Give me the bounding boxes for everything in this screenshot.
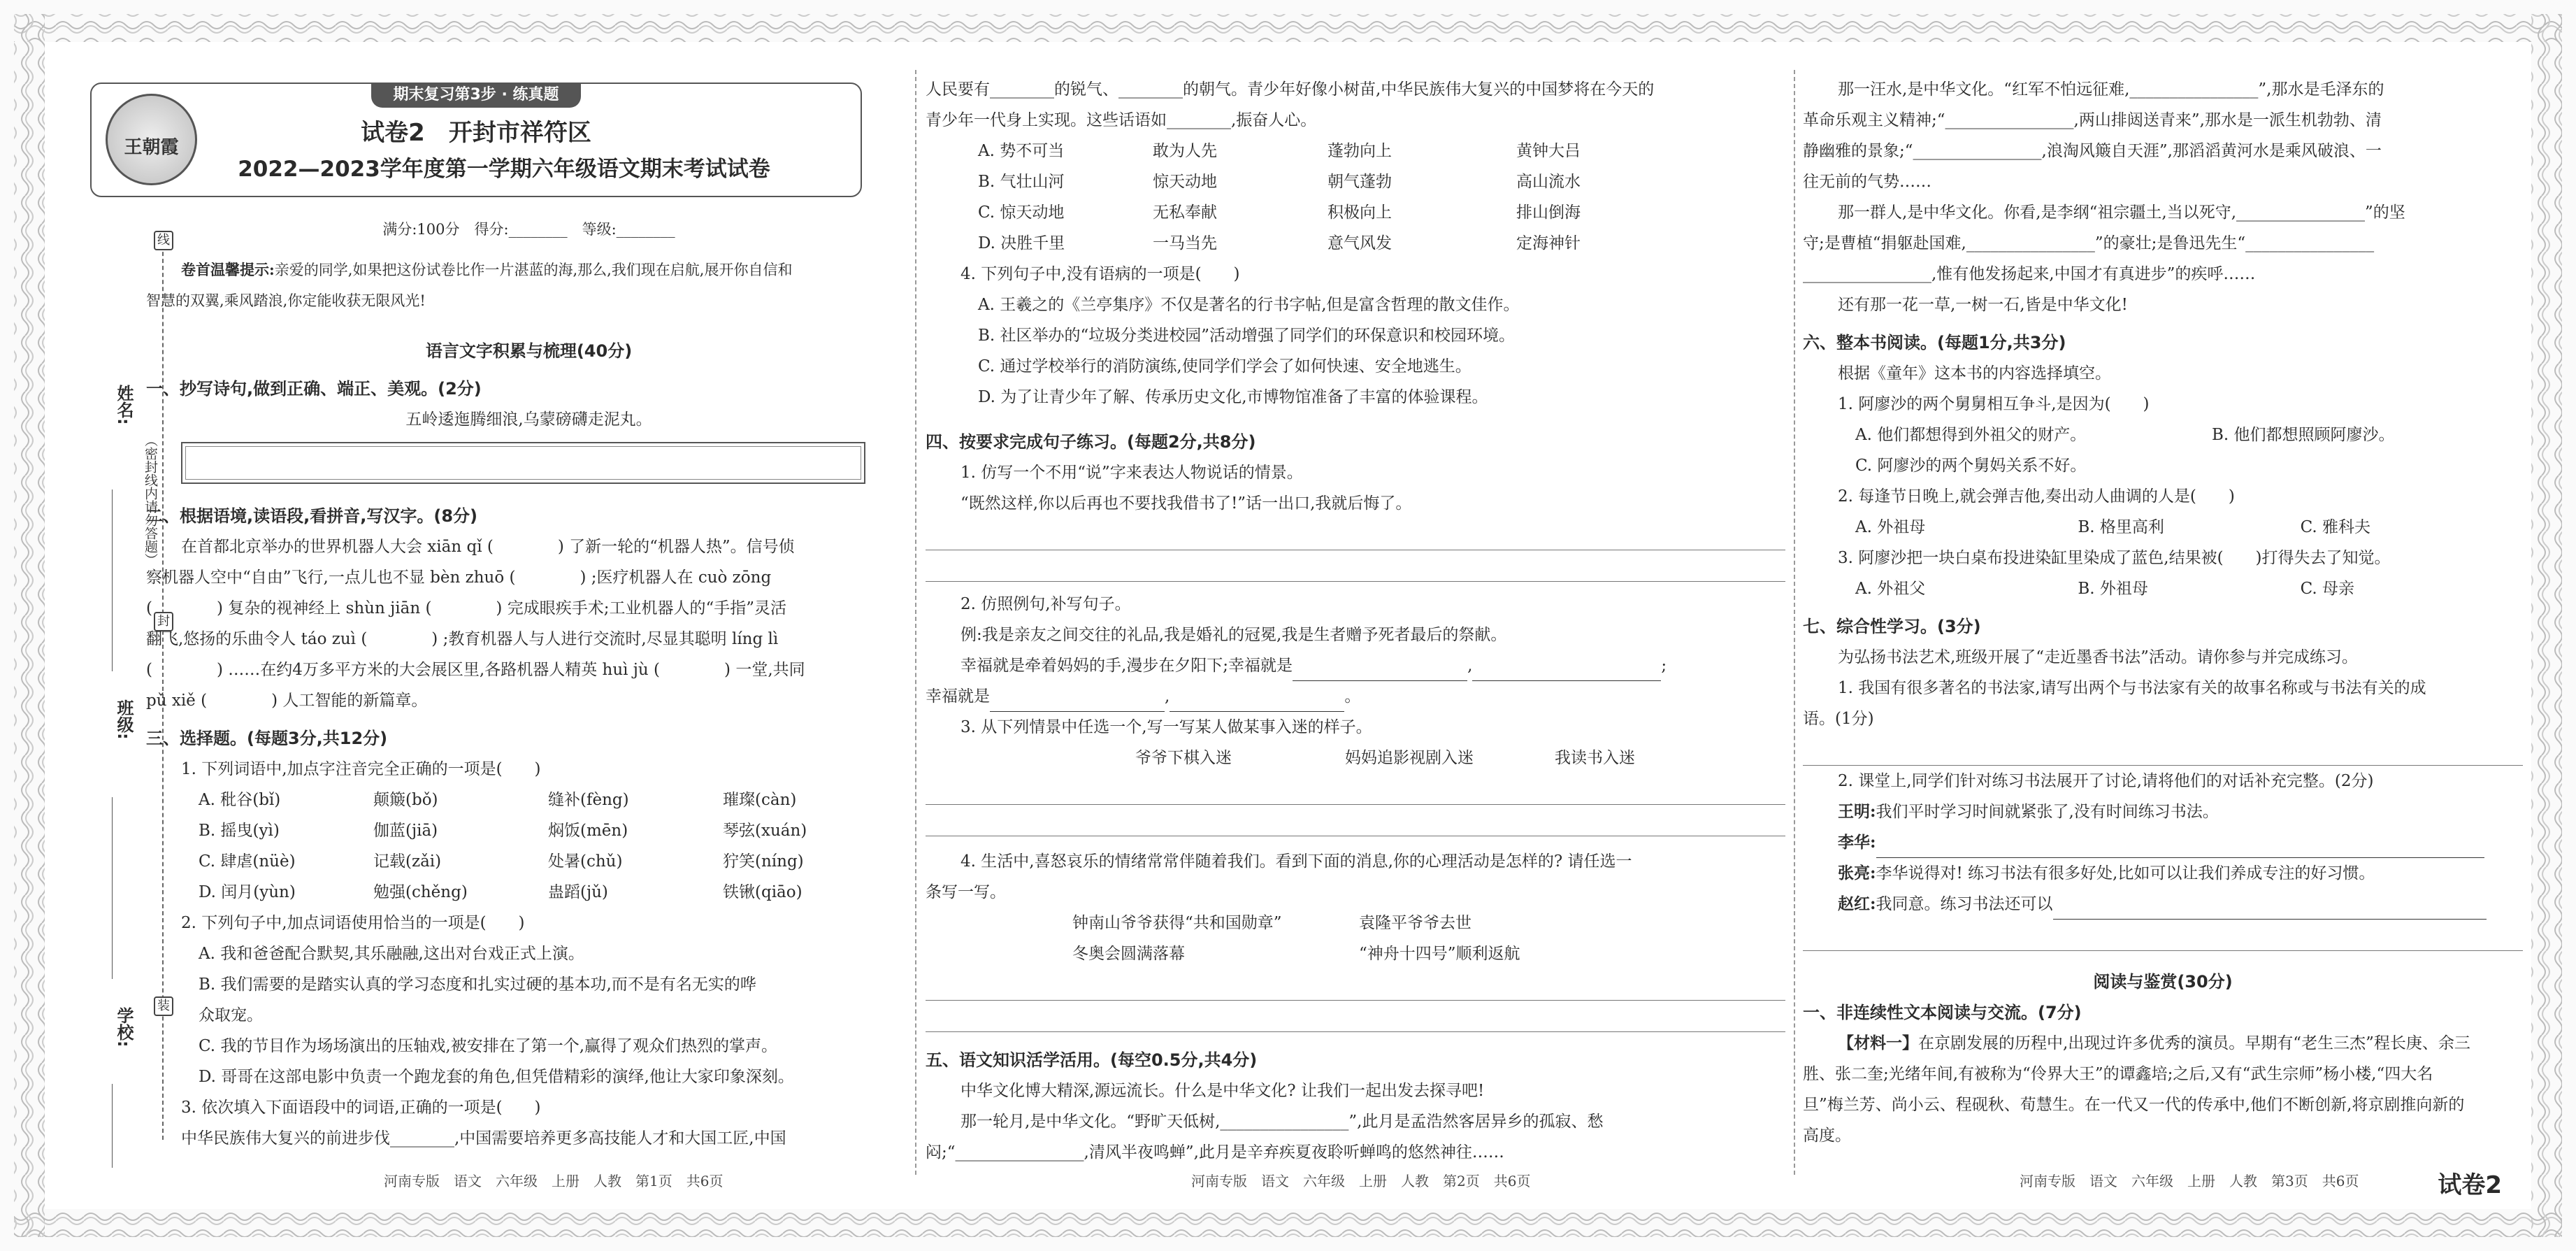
- zhaohong-answer-blank[interactable]: [2053, 898, 2487, 920]
- no-answer-note: （密封线内请勿答题）: [143, 434, 158, 566]
- q3-3-option-item: D. 决胜千里: [978, 234, 1065, 252]
- q4-2-blank[interactable]: [990, 690, 1165, 712]
- q3-1-option-item: 伽蓝(jiā): [373, 822, 438, 840]
- q3-1-option-item: 焖饭(mēn): [548, 822, 628, 840]
- seal-mark-bind: 装: [154, 996, 173, 1016]
- q3-3-option-item: 朝气蓬勃: [1327, 173, 1392, 191]
- speaker-wangming: 王明:: [1838, 802, 1876, 821]
- q2-line: ( ) 复杂的视神经上 shùn jiān ( ) 完成眼疾手术;工业机器人的“手指”灵活: [146, 599, 786, 617]
- q4-3-answer-line[interactable]: [926, 773, 1785, 805]
- q3-1-option-item: 勉强(chěng): [373, 883, 468, 901]
- q3-1-option-item: B. 摇曳(yì): [199, 822, 280, 840]
- column-page-3: [1803, 42, 2523, 1209]
- column-divider: [915, 70, 916, 1175]
- q3-1-option-item: D. 闰月(yùn): [199, 883, 296, 901]
- q3-3-option-item: A. 势不可当: [978, 142, 1065, 160]
- q7-2-stem: 2. 课堂上,同学们针对练习书法展开了讨论,请将他们的对话补充完整。(2分): [1838, 772, 2374, 790]
- q2-title: 二、根据语境,读语段,看拼音,写汉字。(8分): [146, 506, 477, 526]
- q5-line: 中华文化博大精深,源远流长。什么是中华文化? 让我们一起出发去探寻吧!: [960, 1082, 1485, 1100]
- q6-1-option-c[interactable]: C. 阿廖沙的两个舅妈关系不好。: [1855, 457, 2087, 475]
- q3-1-options: [146, 785, 912, 908]
- page-footer-3: 河南专版 语文 六年级 上册 人教 第3页 共6页: [2020, 1173, 2359, 1189]
- q6-1-options: [1803, 420, 2523, 450]
- q3-3-option-item: 意气风发: [1327, 234, 1392, 252]
- q4-3-scenario[interactable]: 妈妈追影视剧入迷: [1345, 749, 1474, 767]
- q4-2-prompt-2: 幸福就是: [926, 687, 990, 706]
- q5-line: 还有那一花一草,一树一石,皆是中华文化!: [1838, 296, 2128, 314]
- q5-line: 革命乐观主义精神;“________________,两山排闼送青来”,那水是一派生机勃勃、清: [1803, 111, 2382, 129]
- q4-3-answer-line[interactable]: [926, 805, 1785, 836]
- material-text: 旦”梅兰芳、尚小云、程砚秋、荀慧生。在一代又一代的传承中,他们不断创新,将京剧推向新的: [1803, 1096, 2465, 1114]
- q4-1-stem: 1. 仿写一个不用“说”字来表达人物说话的情景。: [960, 464, 1303, 482]
- q3-1-option-item: 璀璨(càn): [723, 791, 797, 809]
- q4-1-example: “既然这样,你以后再也不要找我借书了!”话一出口,我就后悔了。: [960, 494, 1412, 513]
- q2-line: pǔ xiě ( ) 人工智能的新篇章。: [146, 692, 428, 710]
- q2-line: 察机器人空中“自由”飞行,一点儿也不显 bèn zhuō ( ) ;医疗机器人在 cuò zōng: [146, 569, 772, 587]
- part-title-2: 阅读与鉴赏(30分): [2093, 972, 2233, 992]
- q4-2-blank[interactable]: [1170, 690, 1344, 712]
- seal-mark-seal: 封: [154, 612, 173, 631]
- q6-1-option-a[interactable]: A. 他们都想得到外祖父的财产。: [1855, 426, 2087, 444]
- q3-3-passage: 人民要有________的锐气、________的朝气。青少年好像小树苗,中华民族伟大复兴的中国梦将在今天的: [926, 80, 1655, 99]
- q3-3-option-item: 排山倒海: [1516, 203, 1581, 222]
- q4-3-stem: 3. 从下列情景中任选一个,写一写某人做某事入迷的样子。: [960, 718, 1372, 736]
- q4-4-options: [926, 908, 1785, 969]
- q4-3-options: [926, 743, 1785, 773]
- tip-line-2: 智慧的双翼,乘风踏浪,你定能收获无限风光!: [146, 292, 426, 309]
- q3-1-option-row[interactable]: [146, 846, 912, 877]
- q6-1-stem: 1. 阿廖沙的两个舅舅相互争斗,是因为( ): [1838, 395, 2150, 413]
- q3-3-option-row[interactable]: [926, 136, 1785, 166]
- q6-3-stem: 3. 阿廖沙把一块白桌布投进染缸里染成了蓝色,结果被( )打得失去了知觉。: [1838, 549, 2391, 567]
- q2-line: 翻飞,悠扬的乐曲令人 táo zuì ( ) ;教育机器人与人进行交流时,尽显其聪明 líng lì: [146, 630, 779, 648]
- school-field[interactable]: [112, 1084, 114, 1168]
- lihua-answer-blank[interactable]: [1876, 836, 2484, 858]
- q6-2-options: [1803, 512, 2523, 543]
- q7-title: 七、综合性学习。(3分): [1803, 617, 1981, 636]
- q3-2-option-b[interactable]: B. 我们需要的是踏实认真的学习态度和扎实过硬的基本功,而不是有名无实的哗: [199, 975, 756, 994]
- q4-2-example: 例:我是亲友之间交往的礼品,我是婚礼的冠冕,我是生者赠予死者最后的祭献。: [960, 626, 1507, 644]
- q7-2-wangming: [1803, 796, 2523, 827]
- q6-option[interactable]: A. 外祖母: [1855, 518, 1926, 536]
- q5-line: 守;是曹植“捐躯赴国难,________________”的豪壮;是鲁迅先生“________________: [1803, 234, 2375, 252]
- q7-intro: 为弘扬书法艺术,班级开展了“走近墨香书法”活动。请你参与并完成练习。: [1838, 648, 2358, 666]
- q3-3-option-item: 敢为人先: [1153, 142, 1217, 160]
- page-footer-1: 河南专版 语文 六年级 上册 人教 第1页 共6页: [384, 1173, 724, 1189]
- q3-4-stem: 4. 下列句子中,没有语病的一项是( ): [960, 265, 1240, 283]
- q3-1-option-item: 铁锹(qiāo): [723, 883, 803, 901]
- q3-1-option-item: A. 秕谷(bǐ): [199, 791, 281, 809]
- q4-2-stem: 2. 仿照例句,补写句子。: [960, 595, 1131, 613]
- q4-4-news-row[interactable]: [926, 938, 1785, 969]
- exam-title: 试卷2 开封市祥符区: [361, 119, 591, 147]
- q3-3-options: [926, 136, 1785, 259]
- school-label: 学校:: [114, 1007, 134, 1048]
- q3-3-option-item: 蓬勃向上: [1327, 142, 1392, 160]
- q4-4-answer-line[interactable]: [926, 969, 1785, 1001]
- q6-option[interactable]: C. 母亲: [2300, 580, 2355, 598]
- q3-3-option-item: B. 气壮山河: [978, 173, 1065, 191]
- material-text: 胜、张二奎;光绪年间,有被称为“伶界大王”的谭鑫培;之后,又有“武生宗师”杨小楼,“四大名: [1803, 1065, 2433, 1083]
- q4-2-line-1: 幸福就是牵着妈妈的手,漫步在夕阳下;幸福就是 , ;: [926, 650, 1785, 681]
- q3-3-option-item: 一马当先: [1153, 234, 1217, 252]
- q6-2-stem: 2. 每逢节日晚上,就会弹吉他,奏出动人曲调的人是( ): [1838, 487, 2235, 506]
- q3-1-option-item: 狞笑(níng): [723, 852, 804, 871]
- q7-1-stem-cont: 语。(1分): [1803, 710, 1874, 728]
- q4-4-news-item: 钟南山爷爷获得“共和国勋章”: [1072, 914, 1282, 932]
- zhangliang-text: 李华说得对! 练习书法有很多好处,比如可以让我们养成专注的好习惯。: [1876, 864, 2375, 882]
- q6-option[interactable]: C. 雅科夫: [2300, 518, 2371, 536]
- q4-3-scenario[interactable]: 爷爷下棋入迷: [1135, 749, 1232, 767]
- q3-1-option-item: 缝补(fèng): [548, 791, 629, 809]
- q4-4-stem: 4. 生活中,喜怒哀乐的情绪常常伴随着我们。看到下面的消息,你的心理活动是怎样的? 请任选一: [960, 852, 1632, 871]
- q4-4-news-item: 袁隆平爷爷去世: [1359, 914, 1472, 932]
- logo-text: 王朝霞: [124, 137, 179, 158]
- q5-line: 那一群人,是中华文化。你看,是李纲“祖宗疆土,当以死守,________________”的坚: [1838, 203, 2405, 222]
- q3-1-option-row[interactable]: [146, 785, 912, 815]
- q3-3-option-row[interactable]: [926, 228, 1785, 259]
- q5-line: 闷;“________________,清风半夜鸣蝉”,此月是辛弃疾夏夜聆听蝉鸣的悠然神往……: [926, 1143, 1504, 1161]
- q3-2-option-a[interactable]: A. 我和爸爸配合默契,其乐融融,这出对台戏正式上演。: [199, 945, 584, 963]
- q3-3-option-item: 高山流水: [1516, 173, 1581, 191]
- exam-header: [90, 83, 862, 197]
- q5-line: 那一轮月,是中华文化。“野旷天低树,________________”,此月是孟浩然客居异乡的孤寂、愁: [960, 1113, 1604, 1131]
- page-footer-2: 河南专版 语文 六年级 上册 人教 第2页 共6页: [1191, 1173, 1531, 1189]
- material-label: 【材料一】: [1838, 1034, 1918, 1052]
- trial-number-label: 试卷2: [2438, 1171, 2502, 1199]
- q6-option[interactable]: B. 格里高利: [2078, 518, 2164, 536]
- q4-1-answer-line[interactable]: [926, 519, 1785, 550]
- q3-3-passage: 青少年一代身上实现。这些话语如________,振奋人心。: [926, 111, 1317, 129]
- q3-3-option-item: 惊天动地: [1153, 173, 1217, 191]
- q4-2-line-2: 幸福就是 , 。: [926, 681, 1785, 712]
- q4-4-news-item: 冬奥会圆满落幕: [1072, 945, 1185, 963]
- q7-1-stem: 1. 我国有很多著名的书法家,请写出两个与书法家有关的故事名称或与书法有关的成: [1838, 679, 2426, 697]
- speaker-zhangliang: 张亮:: [1838, 864, 1876, 882]
- q3-3-stem: 3. 依次填入下面语段中的词语,正确的一项是( ): [181, 1099, 541, 1117]
- q1-poem: 五岭逶迤腾细浪,乌蒙磅礴走泥丸。: [405, 410, 652, 429]
- q6-option[interactable]: A. 外祖父: [1855, 580, 1926, 598]
- name-label: 姓名:: [114, 385, 134, 425]
- q3-4-option-a[interactable]: A. 王羲之的《兰亭集序》不仅是著名的行书字帖,但是富含哲理的散文佳作。: [978, 296, 1520, 314]
- column-divider: [1794, 70, 1795, 1175]
- tip-line-1: [146, 255, 912, 285]
- q4-2-blank[interactable]: [1293, 659, 1467, 681]
- q1-title: 一、抄写诗句,做到正确、端正、美观。(2分): [146, 379, 482, 399]
- q3-1-option-item: 记载(zǎi): [373, 852, 442, 871]
- q6-intro: 根据《童年》这本书的内容选择填空。: [1838, 364, 2111, 383]
- q3-3-option-item: C. 惊天动地: [978, 203, 1065, 222]
- q7-2-zhangliang: [1803, 858, 2523, 889]
- material-text: 高度。: [1803, 1127, 1851, 1145]
- tip-text-1: 亲爱的同学,如果把这份试卷比作一片湛蓝的海,那么,我们现在启航,展开你自信和: [274, 262, 793, 278]
- score-line: 满分:100分 得分:________ 等级:________: [382, 221, 675, 238]
- q3-2-option-d[interactable]: D. 哥哥在这部电影中负责一个跑龙套的角色,但凭借精彩的演绎,他让大家印象深刻。: [199, 1068, 794, 1086]
- zhaohong-text: 我同意。练习书法还可以: [1876, 895, 2053, 913]
- q3-1-option-item: 琴弦(xuán): [723, 822, 807, 840]
- q3-1-option-row[interactable]: [146, 815, 912, 846]
- q7-1-answer-line[interactable]: [1803, 734, 2523, 766]
- q2-line: ( ) ……在约4万多平方米的大会展区里,各路机器人精英 huì jù ( ) 一堂,共同: [146, 661, 805, 679]
- speaker-lihua: 李华:: [1838, 833, 1876, 852]
- q3-4-option-c[interactable]: C. 通过学校举行的消防演练,使同学们学会了如何快速、安全地逃生。: [978, 357, 1472, 376]
- q1-answer-box[interactable]: [181, 442, 865, 484]
- q5-line: 那一汪水,是中华文化。“红军不怕远征难,________________”,那水是毛泽东的: [1838, 80, 2384, 99]
- q4-4-stem-cont: 条写一写。: [926, 883, 1006, 901]
- q5-line: 往无前的气势……: [1803, 173, 1931, 191]
- q3-1-option-item: 处暑(chǔ): [548, 852, 623, 871]
- tip-label: 卷首温馨提示:: [181, 261, 275, 278]
- q5-title: 五、语文知识活学活用。(每空0.5分,共4分): [926, 1050, 1258, 1070]
- q3-1-option-item: C. 肆虐(nüè): [199, 852, 296, 871]
- q3-1-stem: 1. 下列词语中,加点字注音完全正确的一项是( ): [181, 760, 541, 778]
- q5-line: 静幽雅的景象;“________________,浪淘风簸自天涯”,那滔滔黄河水是乘风破浪、一: [1803, 142, 2382, 160]
- q5-line: ________________,惟有他发扬起来,中国才有真进步”的疾呼……: [1803, 265, 2256, 283]
- q6-title: 六、整本书阅读。(每题1分,共3分): [1803, 333, 2066, 352]
- q3-3-option-item: 黄钟大吕: [1516, 142, 1581, 160]
- review-badge: 期末复习第3步 · 练真题: [371, 83, 581, 108]
- q7-2-answer-line[interactable]: [1803, 920, 2523, 951]
- q2-line: 在首都北京举办的世界机器人大会 xiān qǐ ( ) 了新一轮的“机器人热”。信号侦: [181, 538, 795, 556]
- q3-2-option-c[interactable]: C. 我的节目作为场场演出的压轴戏,被安排在了第一个,赢得了观众们热烈的掌声。: [199, 1037, 778, 1055]
- q4-2-blank[interactable]: [1472, 659, 1661, 681]
- q4-2-prompt-1: 幸福就是牵着妈妈的手,漫步在夕阳下;幸福就是: [960, 657, 1293, 675]
- q3-3-option-row[interactable]: [926, 166, 1785, 197]
- class-field[interactable]: [112, 797, 114, 979]
- q3-1-option-row[interactable]: [146, 877, 912, 908]
- q6-1-option-b[interactable]: B. 他们都想照顾阿廖沙。: [2212, 426, 2395, 444]
- speaker-zhaohong: 赵红:: [1838, 894, 1876, 913]
- q7-2-zhaohong: [1803, 889, 2523, 920]
- q4-4-answer-line[interactable]: [926, 1001, 1785, 1032]
- q7-2-lihua: [1803, 827, 2523, 858]
- column-page-2: [926, 42, 1785, 1209]
- q3-1-option-item: 蛊蹈(jǔ): [548, 883, 608, 901]
- q3-3-option-row[interactable]: [926, 197, 1785, 228]
- q3-3-option-item: 定海神针: [1516, 234, 1581, 252]
- wangming-text: 我们平时学习时间就紧张了,没有时间练习书法。: [1876, 803, 2219, 821]
- q4-3-scenario[interactable]: 我读书入迷: [1555, 749, 1635, 767]
- part-title-1: 语言文字积累与梳理(40分): [425, 341, 633, 361]
- r1-title: 一、非连续性文本阅读与交流。(7分): [1803, 1003, 2082, 1022]
- r1-material-1: [1803, 1028, 2523, 1059]
- q4-1-answer-line[interactable]: [926, 550, 1785, 582]
- exam-subtitle: 2022—2023学年度第一学期六年级语文期末考试试卷: [238, 157, 770, 182]
- class-label: 班级:: [114, 699, 134, 740]
- q6-3-options: [1803, 573, 2523, 604]
- material-text: 在京剧发展的历程中,出现过许多优秀的演员。早期有“老生三杰”程长庚、余三: [1918, 1034, 2470, 1052]
- q3-4-option-d[interactable]: D. 为了让青少年了解、传承历史文化,市博物馆准备了丰富的体验课程。: [978, 388, 1488, 406]
- q3-3-option-item: 无私奉献: [1153, 203, 1217, 222]
- q3-2-stem: 2. 下列句子中,加点词语使用恰当的一项是( ): [181, 914, 525, 932]
- q3-4-option-b[interactable]: B. 社区举办的“垃圾分类进校园”活动增强了同学们的环保意识和校园环境。: [978, 327, 1516, 345]
- q3-title: 三、选择题。(每题3分,共12分): [146, 729, 388, 748]
- exam-sheet: [45, 42, 2531, 1209]
- q4-4-news-item: “神舟十四号”顺利返航: [1359, 945, 1520, 963]
- q4-title: 四、按要求完成句子练习。(每题2分,共8分): [926, 432, 1256, 452]
- q6-option[interactable]: B. 外祖母: [2078, 580, 2148, 598]
- q3-3-passage: 中华民族伟大复兴的前进步伐________,中国需要培养更多高技能人才和大国工匠,中国: [181, 1129, 786, 1148]
- name-field[interactable]: [112, 489, 114, 671]
- seal-mark-line: 线: [154, 231, 173, 250]
- q3-2-option-b-cont: 众取宠。: [199, 1006, 263, 1024]
- q4-4-news-row[interactable]: [926, 908, 1785, 938]
- q3-1-option-item: 颠簸(bǒ): [373, 791, 438, 809]
- q3-3-option-item: 积极向上: [1327, 203, 1392, 222]
